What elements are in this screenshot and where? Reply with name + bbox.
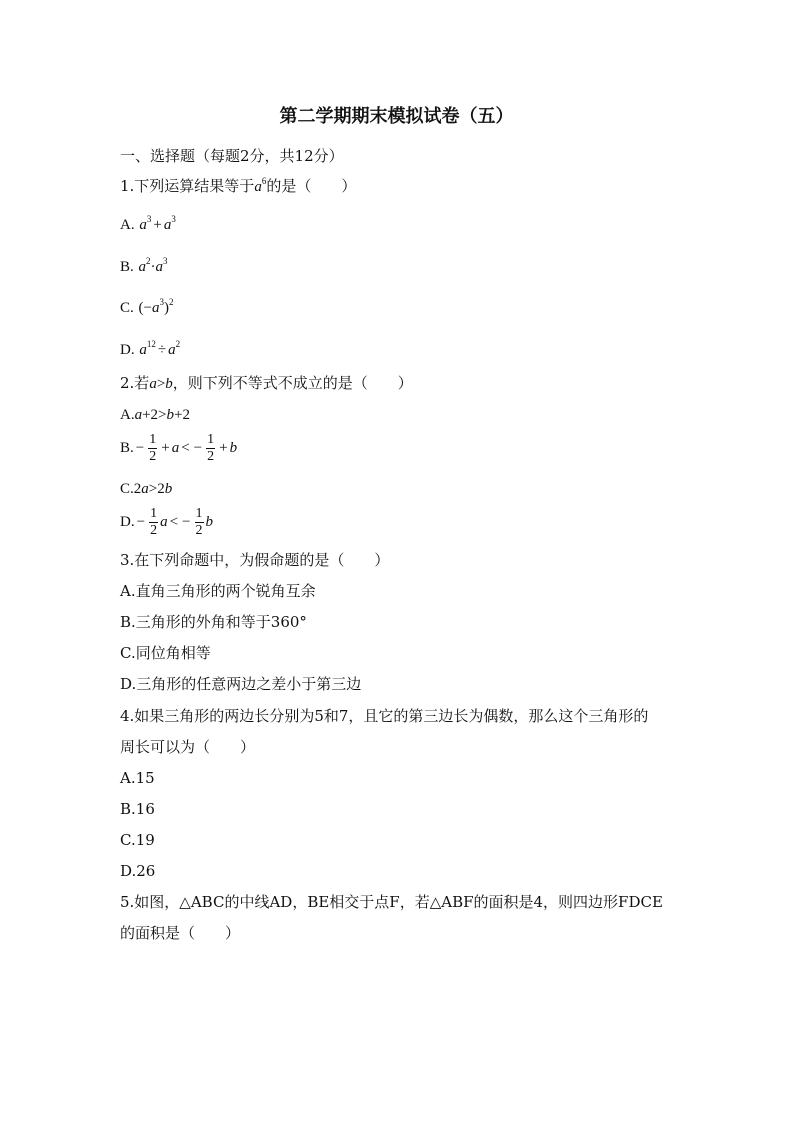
question-1-option-a: A. $a^3 + a^3$: [120, 214, 176, 233]
fraction: $\frac{1}{2}$: [207, 431, 215, 464]
question-3-option-c: C.同位角相等: [120, 644, 211, 662]
question-4-stem-line-1: 4.如果三角形的两边长分别为5和7，且它的第三边长为偶数，那么这个三角形的: [120, 707, 649, 725]
question-4-option-d: D.26: [120, 862, 156, 880]
question-2-option-c: C.2a>2b: [120, 481, 173, 497]
page-title: 第二学期期末模拟试卷（五）: [279, 106, 514, 127]
question-2-option-b: B. − $\frac{1}{2}$ + a < − $\frac{1}{2}$ + b: [120, 431, 238, 464]
fraction: $\frac{1}{2}$: [150, 505, 158, 538]
question-1-stem: 1.下列运算结果等于$a^6$的是（ ）: [120, 176, 357, 195]
fraction: $\frac{1}{2}$: [195, 505, 203, 538]
fraction: $\frac{1}{2}$: [149, 431, 157, 464]
question-3-option-d: D.三角形的任意两边之差小于第三边: [120, 675, 362, 693]
question-4-option-b: B.16: [120, 800, 155, 818]
question-3-option-b: B.三角形的外角和等于360°: [120, 613, 307, 631]
question-3-stem: 3.在下列命题中，为假命题的是（ ）: [120, 551, 390, 569]
question-5-stem-line-1: 5.如图，△ABC的中线AD，BE相交于点F，若△ABF的面积是4，则四边形FDCE: [120, 893, 663, 911]
question-1-option-c: C. $(-a^3)^2$: [120, 297, 174, 316]
question-3-option-a: A.直角三角形的两个锐角互余: [120, 582, 316, 600]
question-4-option-c: C.19: [120, 831, 155, 849]
question-2-stem: 2.若a>b，则下列不等式不成立的是（ ）: [120, 374, 413, 392]
question-1-option-b: B. $a^2\cdot a^3$: [120, 256, 168, 275]
question-5-stem-line-2: 的面积是（ ）: [120, 924, 241, 942]
question-1-option-d: D. $a^{12} \div a^2$: [120, 339, 181, 358]
question-2-option-a: A.a+2>b+2: [120, 407, 190, 423]
section-heading: 一、选择题（每题2分，共12分）: [120, 147, 344, 165]
question-2-option-d: D. − $\frac{1}{2}$ a < − $\frac{1}{2}$ b: [120, 505, 213, 538]
question-4-stem-line-2: 周长可以为（ ）: [120, 738, 256, 756]
question-4-option-a: A.15: [120, 769, 155, 787]
